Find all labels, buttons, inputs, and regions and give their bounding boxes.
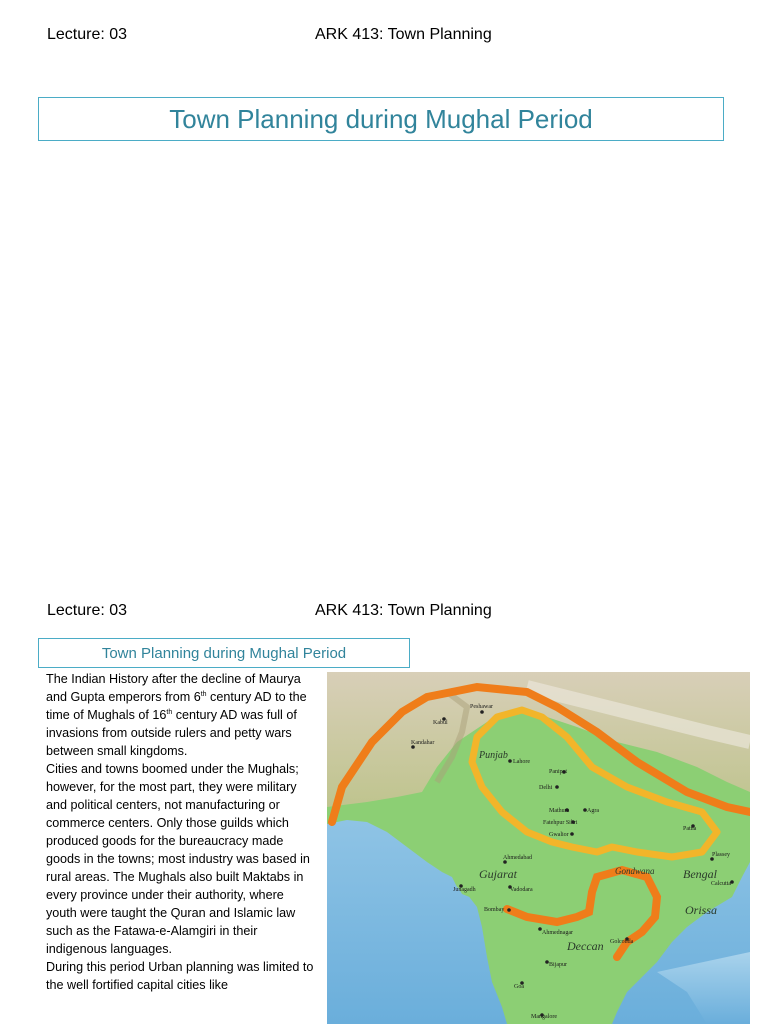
course-title: ARK 413: Town Planning xyxy=(315,26,492,43)
map-region-gujarat: Gujarat xyxy=(479,867,518,881)
map-label-patna: Patna xyxy=(683,826,697,832)
map-label-calcutta: Calcutta xyxy=(711,881,731,887)
map-label-peshawar: Peshawar xyxy=(470,704,493,710)
map-label-kabul: Kabul xyxy=(433,720,448,726)
slide-title-2: Town Planning during Mughal Period xyxy=(101,644,347,662)
map-region-gondwana: Gondwana xyxy=(615,866,655,876)
map-label-bombay: Bombay xyxy=(484,907,505,913)
map-region-deccan: Deccan xyxy=(567,939,604,953)
map-label-junagadh: Junagadh xyxy=(453,887,476,893)
slide-title-box xyxy=(38,97,724,141)
lecture-number-2: Lecture: 03 xyxy=(47,602,128,619)
body-text xyxy=(46,670,316,994)
course-title-2: ARK 413: Town Planning xyxy=(315,602,492,619)
paragraph-cities: Cities and towns boomed under the Mughals; however, for the most part, they were military and political centers, not manufacturing or commerce centers. Only those guilds which produced goods for the bureaucracy made goods in the towns; most industry was based in rural areas. The Mughals also built Maktabs in every province under their authority, where youth were taught the Quran and Islamic law such as the Fatawa-e-Alamgiri in their indigenous languages. xyxy=(46,762,310,956)
map-region-bengal: Bengal xyxy=(683,867,717,881)
map-label-panipat: Panipat xyxy=(549,769,567,775)
map-label-plassey: Plassey xyxy=(712,852,730,858)
paragraph-urban: During this period Urban planning was limited to the well fortified capital cities like xyxy=(46,960,314,992)
map-label-gwalior: Gwalior xyxy=(549,832,569,838)
map-label-goa: Goa xyxy=(514,984,524,990)
mughal-empire-map xyxy=(327,672,750,1024)
map-label-kandahar: Kandahar xyxy=(411,740,435,746)
slide-title: Town Planning during Mughal Period xyxy=(169,103,593,134)
map-label-vadodara: Vadodara xyxy=(510,887,533,893)
map-label-fatehpur-sikri: Fatehpur Sikri xyxy=(543,820,578,826)
lecture-number: Lecture: 03 xyxy=(47,26,128,43)
map-label-golconda: Golconda xyxy=(610,939,634,945)
map-label-lahore: Lahore xyxy=(513,759,530,765)
map-label-mangalore: Mangalore xyxy=(531,1014,557,1020)
map-label-agra: Agra xyxy=(587,808,599,814)
map-label-delhi: Delhi xyxy=(539,785,553,791)
slide-title-box-2 xyxy=(38,638,410,668)
map-label-ahmednagar: Ahmednagar xyxy=(542,930,573,936)
map-label-ahmedabad: Ahmedabad xyxy=(503,855,532,861)
map-region-punjab: Punjab xyxy=(479,750,508,761)
paragraph-history: The Indian History after the decline of Maurya and Gupta emperors from 6th century AD to the time of Mughals of 16th century AD was full of invasions from outside rulers and petty wars between small kingdoms. xyxy=(46,672,307,758)
map-label-bijapur: Bijapur xyxy=(549,962,567,968)
map-label-mathura: Mathura xyxy=(549,808,570,814)
map-region-orissa: Orissa xyxy=(685,903,718,917)
